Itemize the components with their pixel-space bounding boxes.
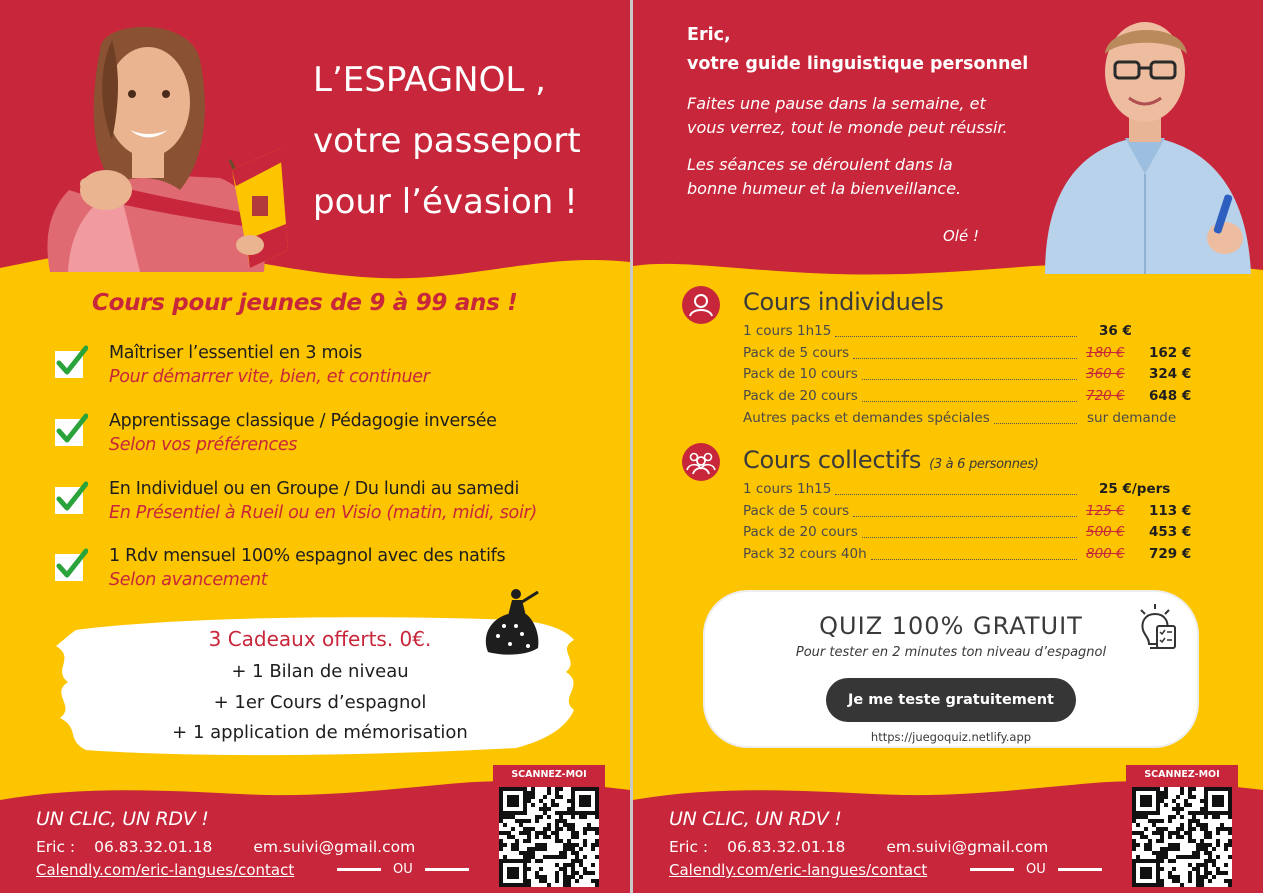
cta-heading: UN CLIC, UN RDV !	[669, 808, 842, 830]
feature-item	[54, 343, 594, 393]
or-label: OU	[393, 862, 413, 877]
collective-title-text: Cours collectifs	[743, 446, 922, 474]
separator-bar	[1058, 868, 1102, 871]
headline-line: L’ESPAGNOL ,	[313, 60, 546, 100]
dotted-leader	[862, 401, 1077, 402]
quiz-start-button[interactable]: Je me teste gratuitement	[826, 678, 1076, 722]
teacher-portrait-illustration	[1025, 14, 1263, 274]
right-panel	[633, 0, 1263, 893]
dotted-leader	[835, 494, 1077, 495]
old-price: 360 €	[1086, 366, 1125, 383]
price-value: 162 €	[1149, 344, 1192, 361]
old-price: 125 €	[1086, 502, 1125, 519]
feature-title: 1 Rdv mensuel 100% espagnol avec des natifs	[109, 546, 506, 566]
intro-line: vous verrez, tout le monde peut réussir.	[687, 118, 1008, 137]
feature-detail: Selon vos préférences	[109, 435, 298, 455]
calendly-link[interactable]: Calendly.com/eric-langues/contact	[36, 861, 295, 879]
dotted-leader	[994, 423, 1077, 424]
contact-name: Eric :	[36, 838, 76, 856]
feature-detail: En Présentiel à Rueil ou en Visio (matin, midi, soir)	[109, 503, 537, 523]
price-row	[743, 323, 1203, 343]
feature-item	[54, 479, 594, 529]
price-value: sur demande	[1087, 409, 1177, 426]
price-row	[743, 388, 1203, 408]
dotted-leader	[862, 537, 1077, 538]
qr-label: SCANNEZ-MOI	[1144, 769, 1220, 780]
checkmark-icon	[54, 345, 88, 379]
dotted-leader	[862, 379, 1077, 380]
separator-bar	[337, 868, 381, 871]
contact-line	[669, 838, 1048, 856]
price-value: 648 €	[1149, 388, 1192, 405]
price-row	[743, 546, 1203, 566]
price-value: 25 €/pers	[1099, 481, 1171, 497]
feature-title: Maîtriser l’essentiel en 3 mois	[109, 343, 362, 363]
gift-item: + 1 Bilan de niveau	[231, 661, 409, 682]
qr-code-icon[interactable]	[1132, 787, 1232, 887]
intro-line: Faites une pause dans la semaine, et	[687, 94, 986, 113]
qr-code-icon[interactable]	[499, 787, 599, 887]
price-row	[743, 366, 1203, 386]
price-row-label: 1 cours 1h15	[743, 323, 832, 339]
cta-heading: UN CLIC, UN RDV !	[36, 808, 209, 830]
contact-name: Eric :	[669, 838, 709, 856]
quiz-subtitle: Pour tester en 2 minutes ton niveau d’espagnol	[795, 645, 1107, 660]
price-row	[743, 410, 1203, 430]
ole-signoff: Olé !	[943, 227, 979, 245]
person-icon	[681, 285, 721, 325]
price-row-label: Pack de 5 cours	[743, 502, 850, 519]
price-row-label: Autres packs et demandes spéciales	[743, 409, 990, 426]
old-price: 800 €	[1086, 546, 1125, 563]
price-row-label: Pack 32 cours 40h	[743, 546, 867, 563]
old-price: 720 €	[1086, 388, 1125, 405]
price-row-label: Pack de 5 cours	[743, 344, 850, 361]
or-separator	[325, 862, 481, 877]
or-label: OU	[1026, 862, 1046, 877]
quiz-card	[703, 590, 1199, 748]
or-separator	[958, 862, 1114, 877]
price-value: 113 €	[1149, 502, 1192, 519]
group-icon	[681, 442, 721, 482]
intro-paragraph	[687, 153, 961, 201]
collective-subtitle: (3 à 6 personnes)	[929, 457, 1039, 472]
price-row-label: Pack de 10 cours	[743, 366, 858, 383]
intro-line: bonne humeur et la bienveillance.	[687, 179, 962, 198]
quiz-title: QUIZ 100% GRATUIT	[819, 612, 1083, 640]
calendly-link[interactable]: Calendly.com/eric-langues/contact	[669, 861, 928, 879]
guide-title-line: votre guide linguistique personnel	[687, 54, 1029, 74]
individual-courses-title: Cours individuels	[743, 288, 944, 316]
price-value: 36 €	[1099, 323, 1132, 339]
intro-paragraph	[687, 92, 1008, 140]
guide-title-line: Eric,	[687, 25, 731, 45]
intro-line: Les séances se déroulent dans la	[687, 155, 953, 174]
price-value: 729 €	[1149, 546, 1192, 563]
email-address[interactable]: em.suivi@gmail.com	[886, 838, 1049, 856]
qr-label: SCANNEZ-MOI	[511, 769, 587, 780]
headline-line: votre passeport	[313, 121, 581, 161]
feature-item	[54, 411, 594, 461]
quiz-url[interactable]: https://juegoquiz.netlify.app	[870, 730, 1032, 744]
price-row	[743, 481, 1203, 501]
price-row	[743, 524, 1203, 544]
price-row-label: 1 cours 1h15	[743, 481, 832, 497]
feature-title: En Individuel ou en Groupe / Du lundi au samedi	[109, 479, 520, 499]
price-value: 324 €	[1149, 366, 1192, 383]
collective-courses-title	[743, 446, 1039, 474]
checkmark-icon	[54, 413, 88, 447]
checkmark-icon	[54, 481, 88, 515]
contact-line	[36, 838, 415, 856]
price-row-label: Pack de 20 cours	[743, 524, 858, 541]
price-row-label: Pack de 20 cours	[743, 388, 858, 405]
qr-code-box[interactable]	[493, 765, 605, 893]
feature-detail: Pour démarrer vite, bien, et continuer	[109, 367, 430, 387]
checkmark-icon	[54, 548, 88, 582]
dotted-leader	[835, 336, 1077, 337]
gifts-title: 3 Cadeaux offerts. 0€.	[208, 627, 432, 651]
qr-code-box[interactable]	[1126, 765, 1238, 893]
separator-bar	[425, 868, 469, 871]
headline	[313, 50, 623, 233]
dotted-leader	[871, 559, 1077, 560]
feature-title: Apprentissage classique / Pédagogie inversée	[109, 411, 497, 431]
price-row	[743, 345, 1203, 365]
feature-detail: Selon avancement	[109, 570, 268, 590]
guide-title	[687, 21, 1028, 79]
phone-number[interactable]: 06.83.32.01.18	[727, 838, 846, 856]
phone-number[interactable]: 06.83.32.01.18	[94, 838, 213, 856]
lightbulb-checklist-icon	[1135, 602, 1179, 654]
price-value: 453 €	[1149, 524, 1192, 541]
old-price: 500 €	[1086, 524, 1125, 541]
email-address[interactable]: em.suivi@gmail.com	[253, 838, 416, 856]
gift-item: + 1er Cours d’espagnol	[213, 691, 427, 713]
headline-line: pour l’évasion !	[313, 182, 578, 222]
woman-pointing-illustration	[20, 10, 290, 272]
gifts-block	[110, 625, 530, 749]
dotted-leader	[853, 516, 1077, 517]
price-row	[743, 503, 1203, 523]
gift-item: + 1 application de mémorisation	[172, 722, 468, 743]
old-price: 180 €	[1086, 344, 1125, 361]
separator-bar	[970, 868, 1014, 871]
age-range-subtitle: Cours pour jeunes de 9 à 99 ans !	[92, 290, 518, 316]
dotted-leader	[853, 358, 1077, 359]
left-panel	[0, 0, 630, 893]
